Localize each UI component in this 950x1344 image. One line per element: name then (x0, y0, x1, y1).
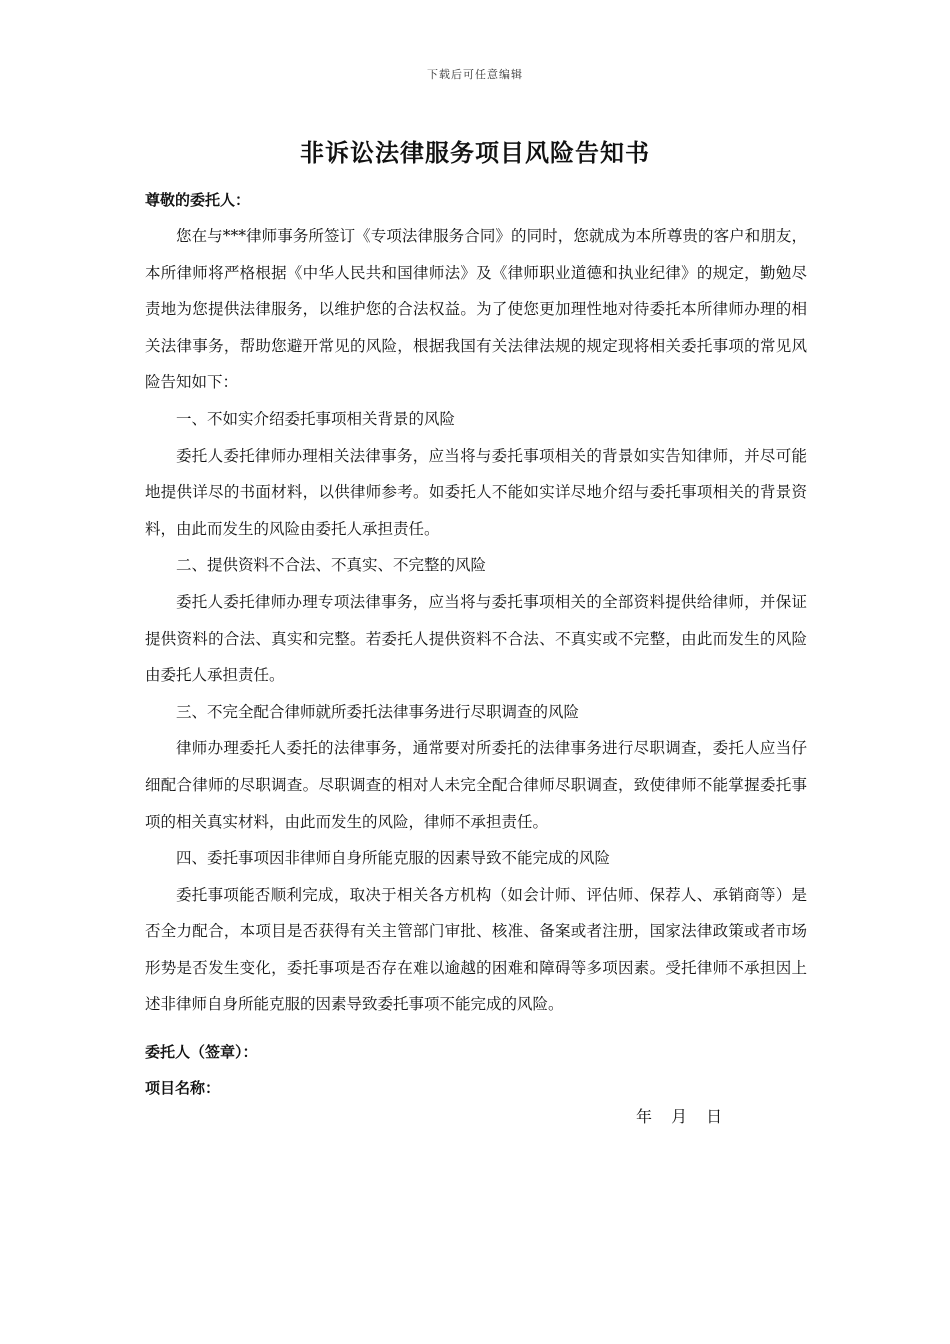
salutation: 尊敬的委托人： (145, 191, 251, 209)
section-2-text: 委托人委托律师办理专项法律事务，应当将与委托事项相关的全部资料提供给律师，并保证提供资料的合法、真实和完整。若委托人提供资料不合法、不真实或不完整，由此而发生的风险由委托人承担责任。 (145, 592, 807, 685)
section-4-heading: 四、委托事项因非律师自身所能克服的因素导致不能完成的风险 (176, 849, 611, 868)
section-1-text: 委托人委托律师办理相关法律事务，应当将与委托事项相关的背景如实告知律师，并尽可能地提供详尽的书面材料，以供律师参考。如委托人不能如实详尽地介绍与委托事项相关的背景资料，由此而发生的风险由委托人承担责任。 (145, 446, 807, 538)
document-body (145, 186, 807, 1023)
document-title: 非诉讼法律服务项目风险告知书 (300, 139, 650, 167)
section-3-heading: 三、不完全配合律师就所委托法律事务进行尽职调查的风险 (176, 702, 580, 721)
project-name-label: 项目名称： (145, 1079, 221, 1097)
intro-paragraph: 您在与***律师事务所签订《专项法律服务合同》的同时，您就成为本所尊贵的客户和朋友，本所律师将严格根据《中华人民共和国律师法》及《律师职业道德和执业纪律》的规定，勤勉尽责地为您提供法律服务，以维护您的合法权益。为了使您更加理性地对待委托本所律师办理的相关法律事务，帮助您避开常见的风险，根据我国有关法律法规的规定现将相关委托事项的常见风险告知如下： (145, 227, 807, 392)
header-note: 下载后可任意编辑 (427, 68, 523, 81)
date-line: 年 月 日 (636, 1107, 723, 1126)
signature-block (145, 1034, 807, 1106)
section-1-heading: 一、不如实介绍委托事项相关背景的风险 (176, 409, 456, 428)
client-signature-label: 委托人（签章）： (145, 1043, 258, 1061)
section-3-text: 律师办理委托人委托的法律事务，通常要对所委托的法律事务进行尽职调查，委托人应当仔细配合律师的尽职调查。尽职调查的相对人未完全配合律师尽职调查，致使律师不能掌握委托事项的相关真实材料，由此而发生的风险，律师不承担责任。 (145, 739, 807, 831)
section-4-text: 委托事项能否顺利完成，取决于相关各方机构（如会计师、评估师、保荐人、承销商等）是否全力配合，本项目是否获得有关主管部门审批、核准、备案或者注册，国家法律政策或者市场形势是否发生变化，委托事项是否存在难以逾越的困难和障碍等多项因素。受托律师不承担因上述非律师自身所能克服的因素导致委托事项不能完成的风险。 (145, 885, 807, 1014)
section-2-heading: 二、提供资料不合法、不真实、不完整的风险 (176, 556, 487, 575)
